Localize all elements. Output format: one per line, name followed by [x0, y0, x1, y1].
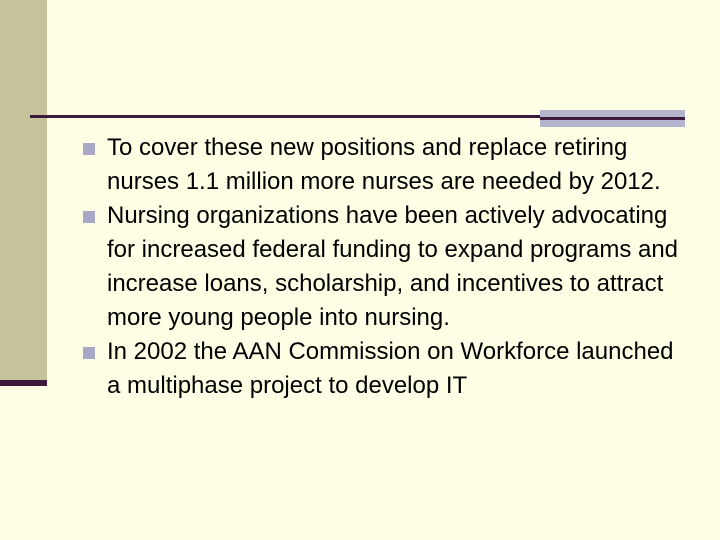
- bullet-text: Nursing organizations have been actively advocating for increased federal funding to expand programs and increase loans, scholarship, and incentives to attract more young people into nursing.: [107, 202, 679, 331]
- slide-bullet-list: [83, 131, 683, 403]
- side-decor-accent: [0, 380, 47, 386]
- square-bullet-icon: [83, 143, 95, 155]
- bullet-item: [83, 131, 683, 199]
- bullet-item: [83, 335, 683, 403]
- bullet-text: In 2002 the AAN Commission on Workforce launched a multiphase project to develop IT: [107, 338, 674, 399]
- side-decor-band: [0, 0, 47, 380]
- title-divider-line-overlay: [540, 117, 685, 120]
- square-bullet-icon: [83, 347, 95, 359]
- bullet-item: [83, 199, 683, 335]
- bullet-text: To cover these new positions and replace retiring nurses 1.1 million more nurses are needed by 2012.: [107, 134, 661, 195]
- square-bullet-icon: [83, 211, 95, 223]
